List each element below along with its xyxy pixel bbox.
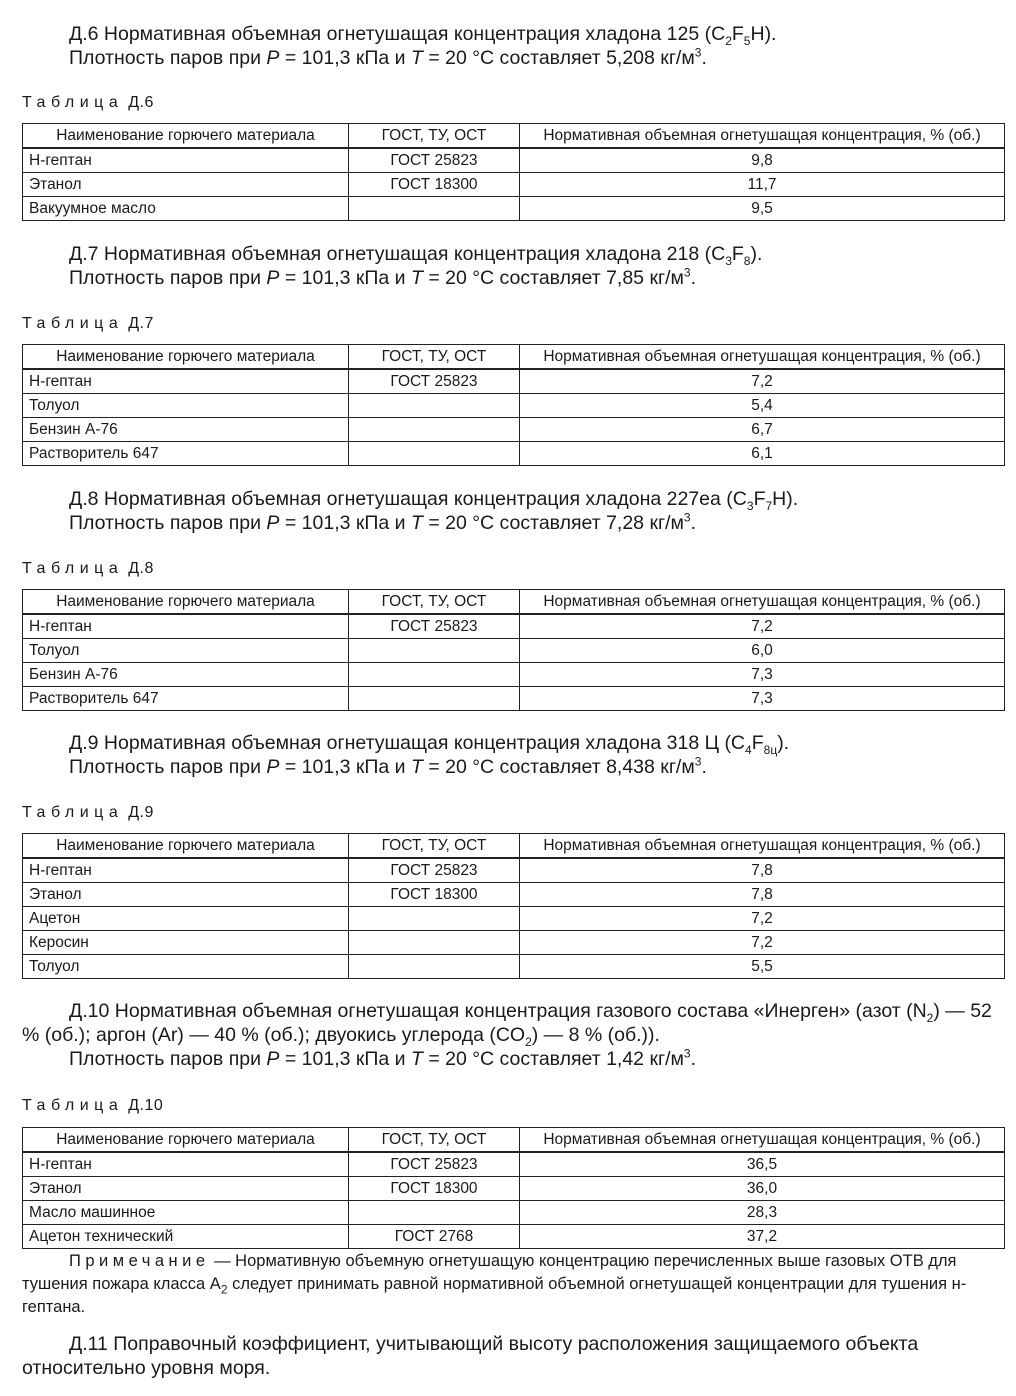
table-row: Н-гептан ГОСТ 25823 7,8 <box>23 858 1005 883</box>
header-gost: ГОСТ, ТУ, ОСТ <box>349 834 520 859</box>
table-d10 <box>22 1127 1005 1249</box>
section-d7-heading: Д.7 Нормативная объемная огнетушащая концентрация хладона 218 $(C_3F_8)$. Плотность паров при P = 101,3 кПа и T = 20 °С составляет 7,85 $кг/м^3$. <box>69 243 763 289</box>
section-d8-heading: Д.8 Нормативная объемная огнетушащая концентрация хладона 227еа $(C_3F_7H)$. Плотность паров при P = 101,3 кПа и T = 20 °С составляет 7,28 $кг/м^3$. <box>69 488 799 534</box>
table-note: Примечание — Нормативную объемную огнетушащую концентрацию перечисленных выше газовых ОТВ для тушения пожара класса $А_2$ следует принимать равной нормативной объемной огнетушащей концентрации для тушения н-гептана. <box>22 1252 967 1316</box>
header-concentration: Нормативная объемная огнетушащая концентрация, % (об.) <box>520 1128 1005 1153</box>
table-row: Толуол 5,4 <box>23 394 1005 418</box>
table-row: Бензин А-76 6,7 <box>23 418 1005 442</box>
table-d6 <box>22 123 1005 221</box>
header-material: Наименование горючего материала <box>23 834 349 859</box>
table-row: Н-гептан ГОСТ 25823 7,2 <box>23 614 1005 639</box>
section-d10-heading: Д.10 Нормативная объемная огнетушащая концентрация газового состава «Инерген» (азот $(N_2)$ — 52 % (об.); аргон (Ar) — 40 % (об.); двуокись углерода $(CO_2)$ — 8 % (об.)). Плотность паров при P = 101,3 кПа и T = 20 °С составляет 1,42 $кг/м^3$. <box>22 1000 992 1070</box>
header-material: Наименование горючего материала <box>23 345 349 370</box>
table-row: Н-гептан ГОСТ 25823 7,2 <box>23 369 1005 394</box>
table-row: Этанол ГОСТ 18300 36,0 <box>23 1177 1005 1201</box>
table-header-row <box>23 345 1005 370</box>
table-row: Н-гептан ГОСТ 25823 36,5 <box>23 1152 1005 1177</box>
table-row: Н-гептан ГОСТ 25823 9,8 <box>23 148 1005 173</box>
table-header-row <box>23 1128 1005 1153</box>
table-row: Бензин А-76 7,3 <box>23 663 1005 687</box>
header-concentration: Нормативная объемная огнетушащая концентрация, % (об.) <box>520 345 1005 370</box>
table-d7-caption: Таблица Д.7 <box>22 315 154 332</box>
header-material: Наименование горючего материала <box>23 1128 349 1153</box>
table-d8-caption: Таблица Д.8 <box>22 560 154 577</box>
header-material: Наименование горючего материала <box>23 590 349 615</box>
section-d6-heading: Д.6 Нормативная объемная огнетушащая концентрация хладона 125 $(C_2F_5H)$. Плотность паров при P = 101,3 кПа и T = 20 °С составляет 5,208 $кг/м^3$. <box>69 23 777 69</box>
table-row: Ацетон 7,2 <box>23 907 1005 931</box>
header-gost: ГОСТ, ТУ, ОСТ <box>349 590 520 615</box>
table-d10-caption: Таблица Д.10 <box>22 1097 164 1114</box>
section-d11-heading: Д.11 Поправочный коэффициент, учитывающий высоту расположения защищаемого объекта относительно уровня моря. <box>22 1333 919 1379</box>
table-row: Растворитель 647 7,3 <box>23 687 1005 711</box>
header-gost: ГОСТ, ТУ, ОСТ <box>349 345 520 370</box>
table-header-row <box>23 834 1005 859</box>
header-concentration: Нормативная объемная огнетушащая концентрация, % (об.) <box>520 834 1005 859</box>
header-gost: ГОСТ, ТУ, ОСТ <box>349 1128 520 1153</box>
table-d6-caption: Таблица Д.6 <box>22 94 154 111</box>
section-d9-heading: Д.9 Нормативная объемная огнетушащая концентрация хладона 318 Ц $(C_4F_{8ц})$. Плотность паров при P = 101,3 кПа и T = 20 °С составляет 8,438 $кг/м^3$. <box>69 732 790 778</box>
table-row: Керосин 7,2 <box>23 931 1005 955</box>
table-row: Этанол ГОСТ 18300 11,7 <box>23 173 1005 197</box>
table-d8 <box>22 589 1005 711</box>
table-header-row <box>23 590 1005 615</box>
table-row: Вакуумное масло 9,5 <box>23 197 1005 221</box>
table-row: Растворитель 647 6,1 <box>23 442 1005 466</box>
table-row: Ацетон технический ГОСТ 2768 37,2 <box>23 1225 1005 1249</box>
table-row: Этанол ГОСТ 18300 7,8 <box>23 883 1005 907</box>
header-concentration: Нормативная объемная огнетушащая концентрация, % (об.) <box>520 124 1005 149</box>
table-row: Толуол 5,5 <box>23 955 1005 979</box>
header-material: Наименование горючего материала <box>23 124 349 149</box>
table-row: Масло машинное 28,3 <box>23 1201 1005 1225</box>
table-header-row <box>23 124 1005 149</box>
header-concentration: Нормативная объемная огнетушащая концентрация, % (об.) <box>520 590 1005 615</box>
header-gost: ГОСТ, ТУ, ОСТ <box>349 124 520 149</box>
table-d9 <box>22 833 1005 979</box>
table-d7 <box>22 344 1005 466</box>
note-label: Примечание <box>69 1252 210 1270</box>
table-d9-caption: Таблица Д.9 <box>22 804 154 821</box>
table-row: Толуол 6,0 <box>23 639 1005 663</box>
